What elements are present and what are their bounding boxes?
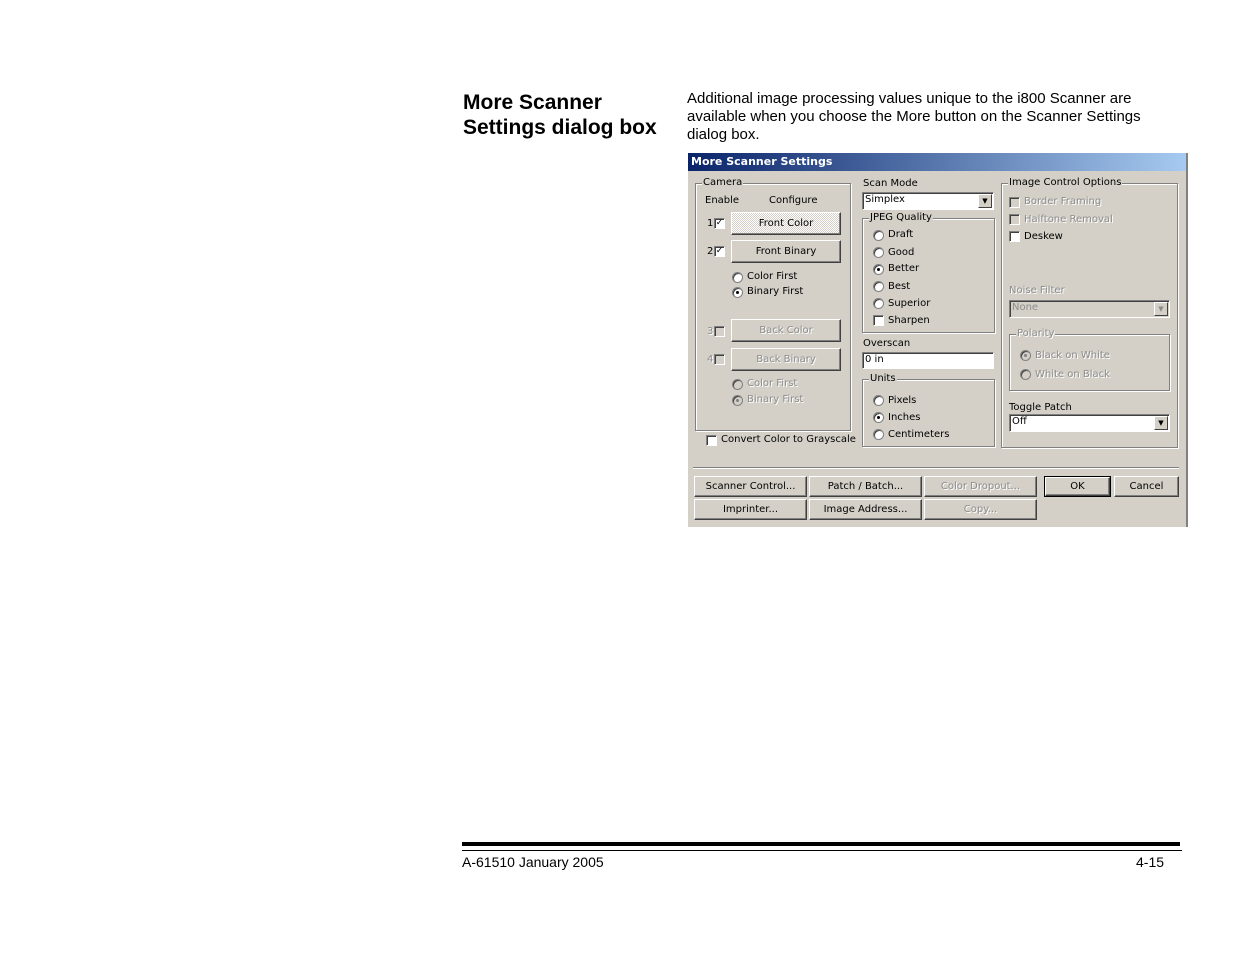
section-heading: More Scanner Settings dialog box bbox=[463, 91, 657, 139]
back-binary-button[interactable]: Back Binary bbox=[731, 348, 841, 371]
image-address-button[interactable]: Image Address... bbox=[809, 499, 922, 520]
chevron-down-icon[interactable]: ▼ bbox=[1154, 416, 1168, 430]
imprinter-button[interactable]: Imprinter... bbox=[694, 499, 807, 520]
deskew-checkbox[interactable] bbox=[1009, 231, 1020, 242]
jpeg-draft-radio[interactable] bbox=[873, 230, 884, 241]
convert-grayscale-checkbox[interactable] bbox=[706, 435, 717, 446]
scanner-control-button[interactable]: Scanner Control... bbox=[694, 476, 807, 497]
border-framing-checkbox[interactable] bbox=[1009, 197, 1020, 208]
front-binary-first-label: Binary First bbox=[747, 286, 804, 297]
front-binary-button[interactable]: Front Binary bbox=[731, 240, 841, 263]
jpeg-superior-radio[interactable] bbox=[873, 298, 884, 309]
sharpen-label: Sharpen bbox=[888, 315, 930, 326]
back-color-first-radio[interactable] bbox=[732, 379, 743, 390]
polarity-group bbox=[1009, 328, 1170, 391]
color-dropout-button[interactable]: Color Dropout... bbox=[924, 476, 1037, 497]
jpeg-superior-label: Superior bbox=[888, 298, 931, 309]
toggle-patch-value: Off bbox=[1012, 416, 1027, 427]
intro-paragraph: Additional image processing values unique to the i800 Scanner are available when you choose the More button on the Scanner Settings dialog box. bbox=[687, 90, 1141, 143]
patch-batch-button[interactable]: Patch / Batch... bbox=[809, 476, 922, 497]
white-on-black-radio[interactable] bbox=[1020, 369, 1031, 380]
convert-grayscale-label: Convert Color to Grayscale bbox=[721, 434, 856, 445]
black-on-white-label: Black on White bbox=[1035, 350, 1110, 361]
cancel-button[interactable]: Cancel bbox=[1114, 476, 1179, 497]
dialog-titlebar bbox=[688, 153, 1186, 171]
copy-button[interactable]: Copy... bbox=[924, 499, 1037, 520]
black-on-white-radio[interactable] bbox=[1020, 350, 1031, 361]
front-color-button[interactable]: Front Color bbox=[731, 212, 841, 235]
camera-group-label: Camera bbox=[703, 177, 743, 188]
front-color-first-radio[interactable] bbox=[732, 272, 743, 283]
noise-filter-dropdown[interactable] bbox=[1009, 300, 1170, 318]
more-scanner-settings-dialog bbox=[688, 153, 1188, 527]
back-binary-first-radio[interactable] bbox=[732, 395, 743, 406]
units-label: Units bbox=[870, 373, 896, 384]
jpeg-better-label: Better bbox=[888, 263, 920, 274]
jpeg-best-radio[interactable] bbox=[873, 281, 884, 292]
scan-mode-label: Scan Mode bbox=[863, 178, 918, 189]
ok-button[interactable]: OK bbox=[1045, 477, 1110, 496]
jpeg-good-radio[interactable] bbox=[873, 247, 884, 258]
sharpen-checkbox[interactable] bbox=[873, 315, 884, 326]
scan-mode-dropdown[interactable] bbox=[862, 192, 994, 210]
camera-2-checkbox[interactable]: ✓ bbox=[715, 246, 724, 256]
dialog-title: More Scanner Settings bbox=[691, 155, 833, 168]
halftone-removal-checkbox[interactable] bbox=[1009, 214, 1020, 225]
camera-3-checkbox[interactable] bbox=[714, 326, 725, 337]
overscan-input[interactable]: 0 in bbox=[862, 352, 994, 369]
camera-4-checkbox[interactable] bbox=[714, 354, 725, 365]
halftone-removal-label: Halftone Removal bbox=[1024, 214, 1113, 225]
enable-header: Enable bbox=[705, 195, 740, 206]
border-framing-label: Border Framing bbox=[1024, 196, 1102, 207]
jpeg-draft-label: Draft bbox=[888, 229, 914, 240]
configure-header: Configure bbox=[769, 195, 818, 206]
units-inches-label: Inches bbox=[888, 412, 921, 423]
back-color-first-label: Color First bbox=[747, 378, 798, 389]
jpeg-better-radio[interactable] bbox=[873, 264, 884, 275]
button-separator bbox=[693, 467, 1179, 469]
jpeg-good-label: Good bbox=[888, 247, 915, 258]
units-pixels-radio[interactable] bbox=[873, 395, 884, 406]
footer-rule-thick bbox=[462, 842, 1180, 846]
jpeg-quality-label: JPEG Quality bbox=[870, 212, 932, 223]
front-color-first-label: Color First bbox=[747, 271, 798, 282]
scan-mode-value: Simplex bbox=[865, 194, 905, 205]
camera-1-number: 1 bbox=[707, 218, 714, 229]
units-centimeters-radio[interactable] bbox=[873, 429, 884, 440]
deskew-label: Deskew bbox=[1024, 231, 1063, 242]
chevron-down-icon[interactable]: ▼ bbox=[978, 194, 992, 208]
front-binary-first-radio[interactable] bbox=[732, 287, 743, 298]
toggle-patch-dropdown[interactable] bbox=[1009, 414, 1170, 432]
camera-2-number: 2 bbox=[707, 246, 714, 257]
noise-filter-label: Noise Filter bbox=[1009, 285, 1065, 296]
back-color-button[interactable]: Back Color bbox=[731, 319, 841, 342]
jpeg-best-label: Best bbox=[888, 281, 911, 292]
back-binary-first-label: Binary First bbox=[747, 394, 804, 405]
units-centimeters-label: Centimeters bbox=[888, 429, 950, 440]
footer-page-number: 4-15 bbox=[1136, 854, 1165, 870]
camera-3-number: 3 bbox=[707, 326, 714, 337]
units-pixels-label: Pixels bbox=[888, 395, 917, 406]
noise-filter-value: None bbox=[1012, 302, 1039, 313]
camera-1-checkbox[interactable]: ✓ bbox=[715, 218, 724, 228]
footer-document-id: A-61510 January 2005 bbox=[462, 854, 604, 870]
overscan-label: Overscan bbox=[863, 338, 911, 349]
camera-4-number: 4 bbox=[707, 354, 714, 365]
polarity-label: Polarity bbox=[1017, 328, 1055, 339]
white-on-black-label: White on Black bbox=[1035, 369, 1110, 380]
units-inches-radio[interactable] bbox=[873, 412, 884, 423]
footer-rule-thin bbox=[462, 850, 1182, 851]
chevron-down-icon[interactable]: ▼ bbox=[1154, 302, 1168, 316]
image-control-label: Image Control Options bbox=[1009, 177, 1122, 188]
toggle-patch-label: Toggle Patch bbox=[1009, 402, 1072, 413]
